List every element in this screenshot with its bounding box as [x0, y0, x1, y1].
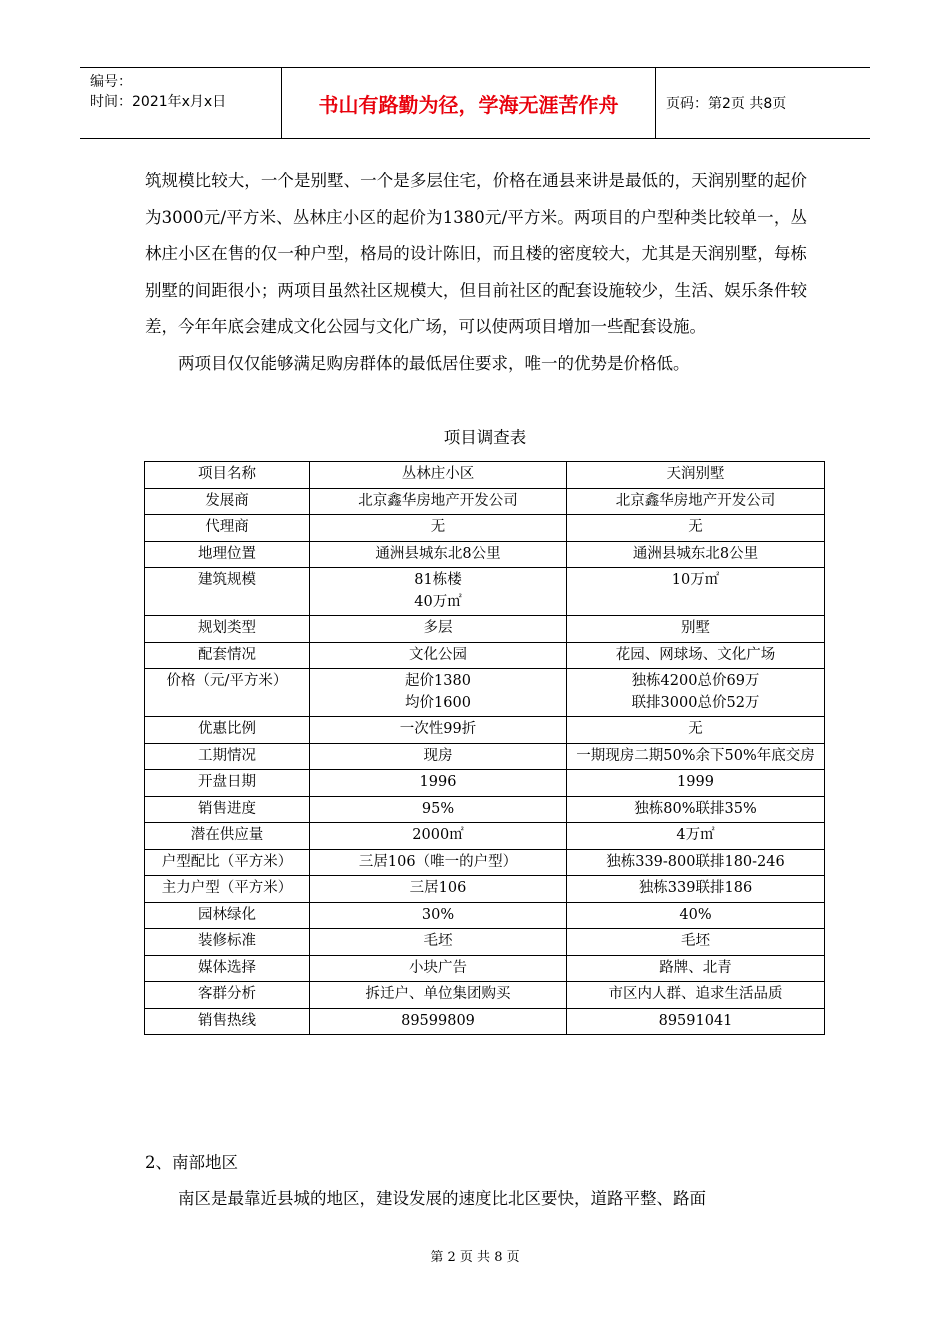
paragraph-summary: 两项目仅仅能够满足购房群体的最低居住要求，唯一的优势是价格低。 — [178, 353, 690, 373]
table-row — [145, 849, 825, 876]
header-page-number: 页码：第2页 共8页 — [666, 96, 787, 112]
page-header — [80, 67, 870, 139]
table-row-label: 潜在供应量 — [145, 823, 310, 850]
table-row-label: 客群分析 — [145, 982, 310, 1009]
table-cell: 独栋339-800联排180-246 — [567, 849, 825, 876]
table-cell: 一期现房二期50%余下50%年底交房 — [567, 743, 825, 770]
table-row — [145, 955, 825, 982]
table-row — [145, 743, 825, 770]
table-row — [145, 982, 825, 1009]
body-text — [145, 163, 807, 382]
table-cell: 81栋楼 40万㎡ — [310, 568, 567, 616]
table-cell: 89591041 — [567, 1008, 825, 1035]
table-row — [145, 823, 825, 850]
table-row-label: 规划类型 — [145, 616, 310, 643]
table-row-label: 项目名称 — [145, 462, 310, 489]
table-row-label: 代理商 — [145, 515, 310, 542]
table-cell: 通洲县城东北8公里 — [567, 541, 825, 568]
table-cell: 别墅 — [567, 616, 825, 643]
table-cell: 89599809 — [310, 1008, 567, 1035]
table-row-label: 媒体选择 — [145, 955, 310, 982]
table-row — [145, 717, 825, 744]
table-cell: 无 — [567, 717, 825, 744]
table-cell: 独栋80%联排35% — [567, 796, 825, 823]
table-cell: 三居106（唯一的户型） — [310, 849, 567, 876]
paragraph-south-region: 南区是最靠近县城的地区，建设发展的速度比北区要快，道路平整、路面 — [178, 1189, 706, 1208]
table-row-label: 主力户型（平方米） — [145, 876, 310, 903]
table-cell: 毛坯 — [310, 929, 567, 956]
section-title: 2、南部地区 — [145, 1153, 238, 1172]
table-row — [145, 642, 825, 669]
header-motto: 书山有路勤为径，学海无涯苦作舟 — [282, 68, 656, 138]
table-row-label: 价格（元/平方米） — [145, 669, 310, 717]
table-cell: 丛林庄小区 — [310, 462, 567, 489]
table-row-label: 地理位置 — [145, 541, 310, 568]
table-cell: 北京鑫华房地产开发公司 — [310, 488, 567, 515]
table-cell: 1996 — [310, 770, 567, 797]
table-cell: 三居106 — [310, 876, 567, 903]
table-cell: 文化公园 — [310, 642, 567, 669]
table-row — [145, 902, 825, 929]
table-row-label: 户型配比（平方米） — [145, 849, 310, 876]
table-row — [145, 541, 825, 568]
table-row — [145, 669, 825, 717]
table-row — [145, 876, 825, 903]
table-cell: 路牌、北青 — [567, 955, 825, 982]
paragraph-continued: 筑规模比较大，一个是别墅、一个是多层住宅，价格在通县来讲是最低的，天润别墅的起价为3000元/平方米、丛林庄小区的起价为1380元/平方米。两项目的户型种类比较单一，丛林庄小区在售的仅一种户型，格局的设计陈旧，而且楼的密度较大，尤其是天润别墅，每栋别墅的间距很小；两项目虽然社区规模大，但目前社区的配套设施较少，生活、娱乐条件较差，今年年底会建成文化公园与文化广场，可以使两项目增加一些配套设施。 — [145, 171, 807, 336]
table-row-label: 销售热线 — [145, 1008, 310, 1035]
table-row-label: 园林绿化 — [145, 902, 310, 929]
table-cell: 小块广告 — [310, 955, 567, 982]
project-survey-table — [144, 461, 825, 1035]
table-cell: 30% — [310, 902, 567, 929]
table-cell: 毛坯 — [567, 929, 825, 956]
table-row — [145, 462, 825, 489]
table-cell: 独栋4200总价69万 联排3000总价52万 — [567, 669, 825, 717]
table-row — [145, 488, 825, 515]
header-info — [80, 68, 282, 138]
table-cell: 北京鑫华房地产开发公司 — [567, 488, 825, 515]
table-cell: 4万㎡ — [567, 823, 825, 850]
table-cell: 独栋339联排186 — [567, 876, 825, 903]
page-footer: 第 2 页 共 8 页 — [430, 1250, 520, 1265]
table-row-label: 装修标准 — [145, 929, 310, 956]
table-cell: 市区内人群、追求生活品质 — [567, 982, 825, 1009]
table-row-label: 优惠比例 — [145, 717, 310, 744]
table-cell: 1999 — [567, 770, 825, 797]
table-row — [145, 616, 825, 643]
table-cell: 10万㎡ — [567, 568, 825, 616]
table-row — [145, 1008, 825, 1035]
table-row — [145, 515, 825, 542]
document-time-label: 时间：2021年x月x日 — [90, 94, 227, 110]
table-title: 项目调查表 — [443, 428, 527, 447]
table-row-label: 销售进度 — [145, 796, 310, 823]
table-row — [145, 796, 825, 823]
table-cell: 花园、网球场、文化广场 — [567, 642, 825, 669]
table-cell: 无 — [567, 515, 825, 542]
table-cell: 多层 — [310, 616, 567, 643]
table-row-label: 工期情况 — [145, 743, 310, 770]
table-cell: 天润别墅 — [567, 462, 825, 489]
document-number-label: 编号： — [90, 74, 132, 90]
table-row-label: 发展商 — [145, 488, 310, 515]
table-row — [145, 929, 825, 956]
table-row-label: 开盘日期 — [145, 770, 310, 797]
table-cell: 起价1380 均价1600 — [310, 669, 567, 717]
table-cell: 一次性99折 — [310, 717, 567, 744]
table-cell: 无 — [310, 515, 567, 542]
table-cell: 2000㎡ — [310, 823, 567, 850]
table-cell: 95% — [310, 796, 567, 823]
table-cell: 现房 — [310, 743, 567, 770]
table-cell: 拆迁户、单位集团购买 — [310, 982, 567, 1009]
table-row — [145, 568, 825, 616]
table-cell: 40% — [567, 902, 825, 929]
table-row-label: 配套情况 — [145, 642, 310, 669]
table-cell: 通洲县城东北8公里 — [310, 541, 567, 568]
table-row-label: 建筑规模 — [145, 568, 310, 616]
table-row — [145, 770, 825, 797]
